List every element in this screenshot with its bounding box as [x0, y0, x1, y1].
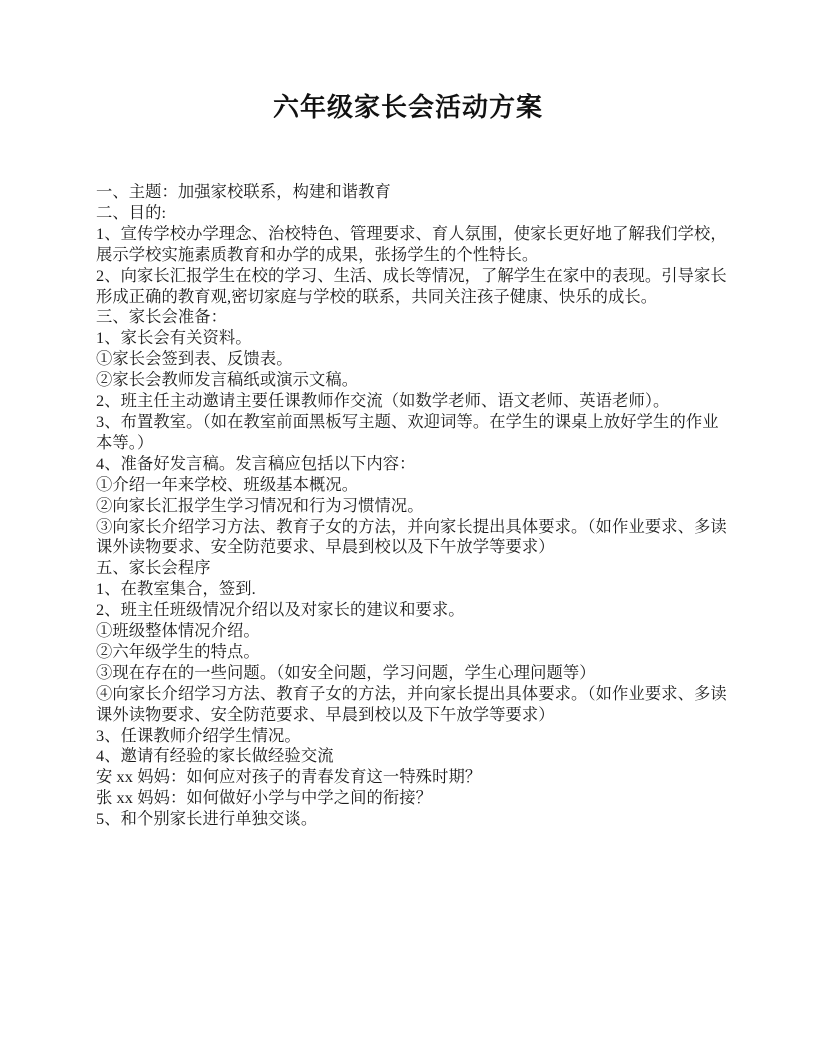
text-line: 3、布置教室。（如在教室前面黑板写主题、欢迎词等。在学生的课桌上放好学生的作业	[96, 411, 719, 431]
text-line: ①家长会签到表、反馈表。	[96, 349, 293, 369]
text-line: 展示学校实施素质教育和办学的成果，张扬学生的个性特长。	[96, 244, 539, 264]
text-line: 一、主题：加强家校联系，构建和谐教育	[96, 182, 391, 201]
text-line: 张 xx 妈妈：如何做好小学与中学之间的衔接？	[96, 788, 433, 808]
text-line: 2、班主任主动邀请主要任课教师作交流（如数学老师、语文老师、英语老师）。	[96, 391, 670, 411]
text-line: 五、家长会程序	[96, 558, 211, 578]
text-line: 3、任课教师介绍学生情况。	[96, 725, 301, 745]
text-line: 5、和个别家长进行单独交谈。	[96, 809, 318, 829]
text-line: 2、向家长汇报学生在校的学习、生活、成长等情况，了解学生在家中的表现。引导家长	[96, 265, 727, 285]
text-line: ②家长会教师发言稿纸或演示文稿。	[96, 370, 359, 390]
text-line: ④向家长介绍学习方法、教育子女的方法，并向家长提出具体要求。（如作业要求、多读	[96, 683, 727, 703]
text-line: 课外读物要求、安全防范要求、早晨到校以及下午放学等要求）	[96, 537, 555, 557]
text-line: ②六年级学生的特点。	[96, 641, 260, 661]
text-line: 2、班主任班级情况介绍以及对家长的建议和要求。	[96, 600, 465, 620]
text-line: ①介绍一年来学校、班级基本概况。	[96, 474, 359, 494]
text-line: 安 xx 妈妈：如何应对孩子的青春发育这一特殊时期？	[96, 767, 482, 787]
text-line: 课外读物要求、安全防范要求、早晨到校以及下午放学等要求）	[96, 704, 555, 724]
text-line: 本等。）	[96, 432, 154, 452]
document-title: 六年级家长会活动方案	[272, 93, 543, 122]
text-line: 三、家长会准备：	[96, 307, 228, 327]
text-line: 二、目的:	[96, 202, 167, 222]
text-line: 4、邀请有经验的家长做经验交流	[96, 746, 334, 766]
document-body	[96, 182, 756, 830]
text-line: ①班级整体情况介绍。	[96, 621, 260, 641]
text-line: ③向家长介绍学习方法、教育子女的方法，并向家长提出具体要求。（如作业要求、多读	[96, 516, 727, 536]
text-line: 1、家长会有关资料。	[96, 328, 252, 348]
text-line: 1、在教室集合，签到.	[96, 579, 256, 599]
text-line: ③现在存在的一些问题。（如安全问题，学习问题，学生心理问题等）	[96, 662, 596, 682]
text-line: 1、宣传学校办学理念、治校特色、管理要求、育人氛围，使家长更好地了解我们学校，	[96, 223, 727, 243]
text-line: ②向家长汇报学生学习情况和行为习惯情况。	[96, 495, 424, 515]
text-line: 4、准备好发言稿。发言稿应包括以下内容：	[96, 453, 416, 473]
text-line: 形成正确的教育观,密切家庭与学校的联系，共同关注孩子健康、快乐的成长。	[96, 286, 658, 306]
